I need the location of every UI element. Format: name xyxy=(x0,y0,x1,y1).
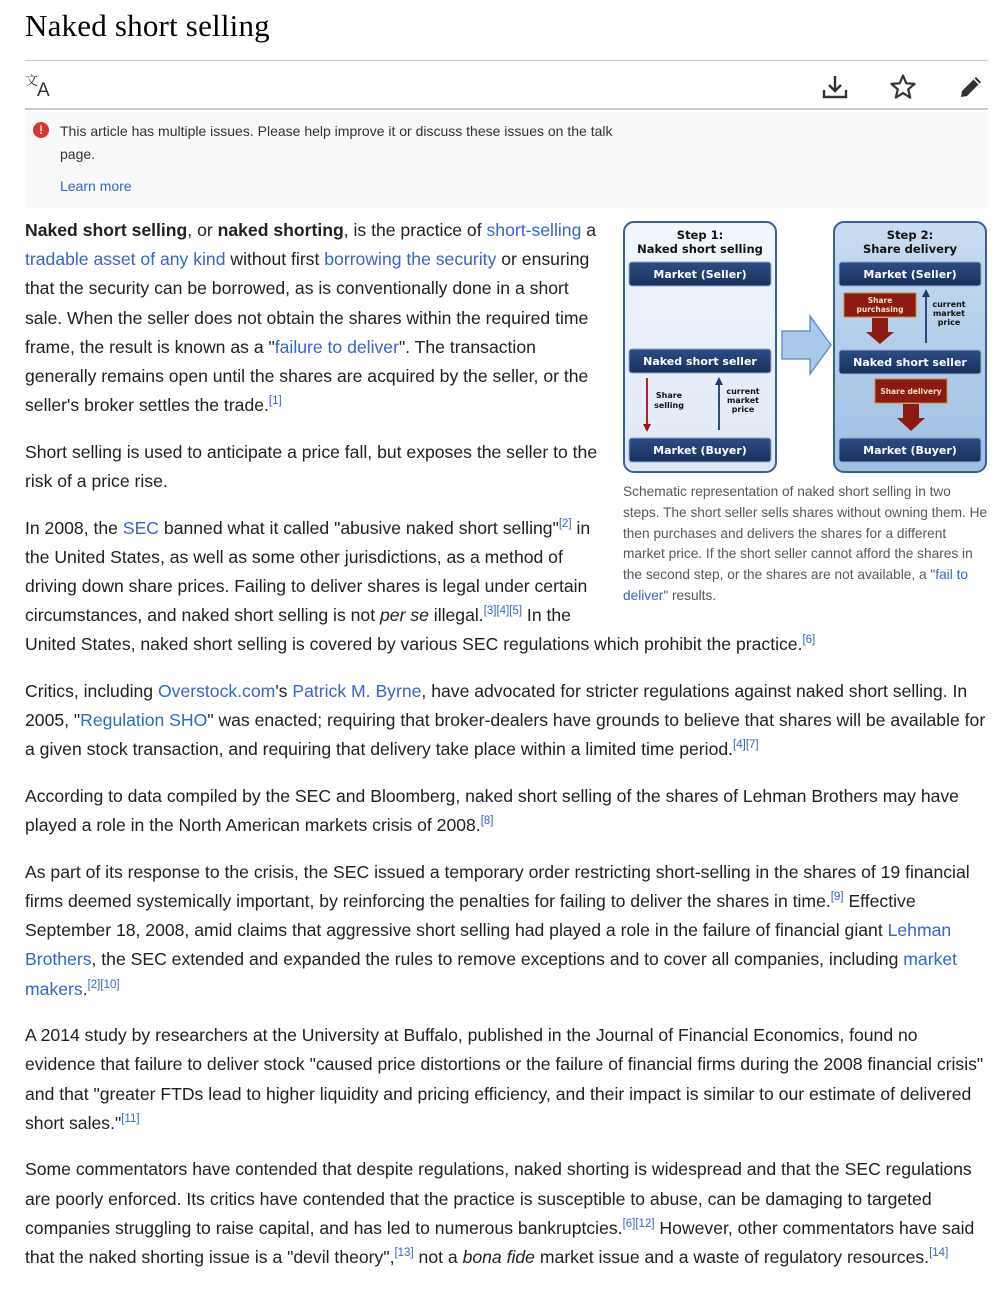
paragraph xyxy=(25,677,988,765)
bold-term: naked shorting xyxy=(217,220,344,240)
text: ". The transaction generally remains open until the shares are acquired by the seller, or the seller's broker settles the trade. xyxy=(25,336,589,416)
paragraph xyxy=(25,1155,988,1272)
text: illegal. xyxy=(428,605,484,626)
text: or ensuring that the security can be borrowed, as is conventionally done in a short sale. When the seller does not obtain the shares within the required time frame, the result is known as a " xyxy=(25,249,590,357)
citation-link[interactable]: [6][12] xyxy=(622,1217,655,1230)
naked-short-selling-diagram[interactable] xyxy=(622,218,988,474)
step1-market-seller: Market (Seller) xyxy=(653,268,747,281)
text: In 2008, the xyxy=(25,517,123,538)
citation-link[interactable]: [2] xyxy=(558,517,572,530)
article-body xyxy=(25,216,988,1290)
step2-share-delivery: Share delivery xyxy=(880,387,942,396)
short-selling-link[interactable]: short-selling xyxy=(486,220,582,240)
text: Effective September 18, 2008, amid claims that aggressive short selling had played a role in the failure of financial giant xyxy=(25,891,916,941)
caption-text-end: " results. xyxy=(663,587,717,603)
step2-market-buyer: Market (Buyer) xyxy=(863,444,957,457)
text: in the United States, as well as some other jurisdictions, as a method of driving down share prices. Failing to deliver shares is legal under certain circumstances, and naked short selling is not xyxy=(25,517,591,626)
step1-share-selling-1: Share xyxy=(655,391,683,400)
text: 's xyxy=(275,681,293,702)
citation-link[interactable]: [2][10] xyxy=(87,978,120,991)
divider xyxy=(25,108,988,110)
paragraph xyxy=(25,858,988,1004)
figure xyxy=(622,218,988,607)
figure-caption xyxy=(622,482,988,607)
step1-market-buyer: Market (Buyer) xyxy=(653,444,747,457)
regulation-sho-link[interactable]: Regulation SHO xyxy=(80,710,208,731)
text: , have advocated for stricter regulations against naked short selling. In 2005, " xyxy=(25,681,968,731)
step1-current-2: market xyxy=(726,396,760,405)
step2-share-purchasing-1: Share xyxy=(867,296,893,305)
bold-term: Naked short selling xyxy=(25,220,188,240)
citation-link[interactable]: [9] xyxy=(830,891,844,904)
text: market issue and a waste of regulatory resources. xyxy=(534,1247,930,1268)
text: However, other commentators have said that the naked shorting issue is a "devil theory", xyxy=(25,1217,975,1268)
text: a xyxy=(581,220,597,240)
text: Some commentators have contended that despite regulations, naked shorting is widespread and that the SEC regulations are poorly enforced. Its critics have contended that the practice is susceptible to abuse, can be damaging to targeted companies struggling to raise capital, and has led to numerous bankruptcies. xyxy=(25,1159,972,1238)
failure-to-deliver-link[interactable]: failure to deliver xyxy=(274,336,399,357)
caption-text: Schematic representation of naked short selling in two steps. The short seller sells shares without owning them. He then purchases and delivers the shares for a different market price. If the short seller cannot afford the shares in the second step, or the shares are not available, a " xyxy=(623,484,988,583)
learn-more-link[interactable]: Learn more xyxy=(60,178,132,194)
paragraph xyxy=(25,782,988,840)
step2-current-1: current xyxy=(932,300,966,309)
paragraph xyxy=(25,1021,988,1138)
download-icon[interactable] xyxy=(818,70,852,104)
step2-current-3: price xyxy=(937,318,961,327)
market-makers-link[interactable]: market makers xyxy=(25,949,958,999)
text: , or xyxy=(187,220,218,240)
star-icon[interactable] xyxy=(886,70,920,104)
citation-link[interactable]: [3][4][5] xyxy=(483,605,523,618)
svg-text:A: A xyxy=(37,80,50,98)
text: , the SEC extended and expanded the rules to remove exceptions and to cover all companies, including xyxy=(91,949,904,970)
text: A 2014 study by researchers at the University at Buffalo, published in the Journal of Financial Economics, found no evidence that failure to deliver stock "caused price distortions or the failure of financial firms during the 2008 financial crisis" and that "greater FTDs lead to higher liquidity and pricing efficiency, and their impact is similar to our estimate of delivered short sales." xyxy=(25,1025,984,1133)
notice-text: This article has multiple issues. Please help improve it or discuss these issues on the talk page. xyxy=(60,123,613,162)
citation-link[interactable]: [11] xyxy=(121,1112,140,1125)
text: without first xyxy=(225,249,325,270)
step2-current-2: market xyxy=(932,309,966,318)
step1-current-3: price xyxy=(731,405,755,414)
text: . xyxy=(82,978,88,999)
italic-term: per se xyxy=(380,605,429,626)
text: not a xyxy=(413,1247,463,1268)
text: " was enacted; requiring that broker-dealers have grounds to believe that shares will be available for a given stock transaction, and requiring that delivery take place within a limited time period. xyxy=(25,710,986,760)
patrick-byrne-link[interactable]: Patrick M. Byrne xyxy=(292,681,422,702)
step1-naked-short-seller: Naked short seller xyxy=(643,355,757,368)
italic-term: bona fide xyxy=(462,1247,535,1268)
text: banned what it called "abusive naked short selling" xyxy=(159,517,559,538)
text: As part of its response to the crisis, the SEC issued a temporary order restricting short-selling in the shares of 19 financial firms deemed systemically important, by reinforcing the penalties for failing to deliver the shares in time. xyxy=(25,861,970,912)
citation-link[interactable]: [1] xyxy=(268,395,282,408)
step2-title-line1: Step 2: xyxy=(886,228,934,242)
step1-share-selling-2: selling xyxy=(654,401,684,410)
tradable-asset-link[interactable]: tradable asset of any kind xyxy=(25,249,226,270)
sec-link[interactable]: SEC xyxy=(122,517,160,538)
text: Critics, including xyxy=(25,681,158,702)
text: According to data compiled by the SEC and Bloomberg, naked short selling of the shares of Lehman Brothers may have played a role in the North American markets crisis of 2008. xyxy=(25,786,959,836)
text: , is the practice of xyxy=(343,220,487,240)
step2-naked-short-seller: Naked short seller xyxy=(853,356,967,369)
borrowing-security-link[interactable]: borrowing the security xyxy=(324,249,497,270)
translate-icon[interactable] xyxy=(25,72,55,104)
text: Short selling is used to anticipate a price fall, but exposes the seller to the risk of a price rise. xyxy=(25,441,598,492)
svg-text:文: 文 xyxy=(25,74,39,89)
issues-notice xyxy=(25,112,988,208)
step1-title-line2: Naked short selling xyxy=(637,242,763,256)
pencil-icon[interactable] xyxy=(954,70,988,104)
citation-link[interactable]: [4][7] xyxy=(733,739,759,752)
text: In the United States, naked short selling is covered by various SEC regulations which prohibit the practice. xyxy=(25,605,803,655)
citation-link[interactable]: [13] xyxy=(394,1247,414,1260)
step2-share-purchasing-2: purchasing xyxy=(856,305,904,314)
lehman-brothers-link[interactable]: Lehman Brothers xyxy=(25,920,952,970)
step1-title-line1: Step 1: xyxy=(676,228,724,242)
page-toolbar xyxy=(25,66,988,106)
step2-market-seller: Market (Seller) xyxy=(863,268,957,281)
divider xyxy=(25,60,988,61)
citation-link[interactable]: [8] xyxy=(480,815,494,828)
citation-link[interactable]: [14] xyxy=(929,1247,949,1260)
step2-title-line2: Share delivery xyxy=(862,242,958,256)
alert-icon: ! xyxy=(33,122,49,138)
citation-link[interactable]: [6] xyxy=(802,634,816,647)
fail-to-deliver-link[interactable]: fail to deliver xyxy=(623,567,968,603)
page-title: Naked short selling xyxy=(25,8,270,43)
step1-current-1: current xyxy=(726,387,760,396)
overstock-link[interactable]: Overstock.com xyxy=(157,681,276,702)
